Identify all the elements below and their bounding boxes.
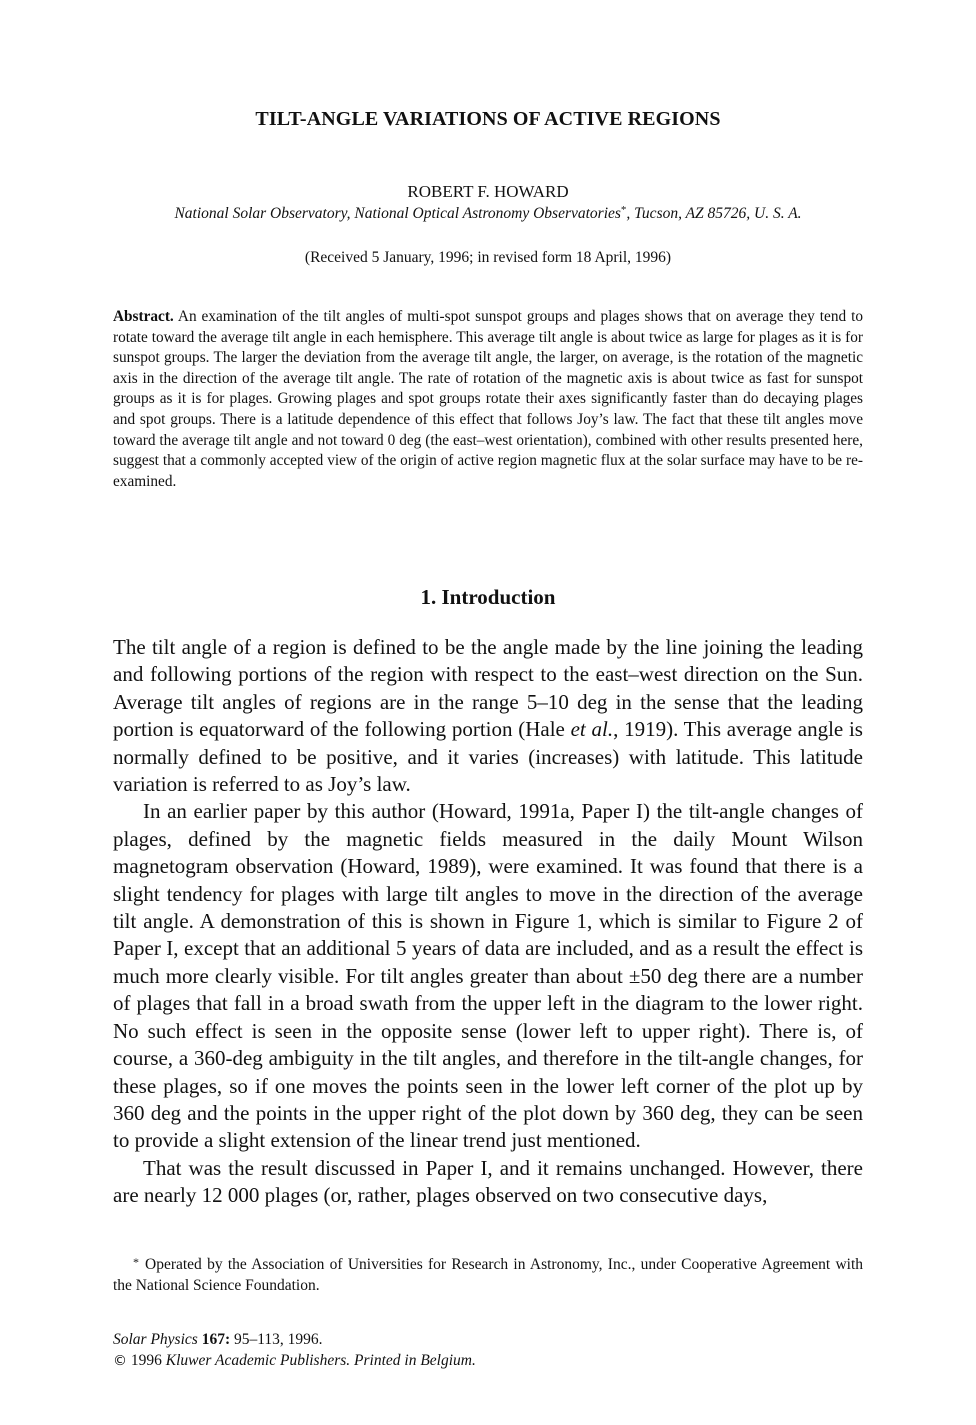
- abstract-text: An examination of the tilt angles of multi-spot sunspot groups and plages shows that on average they tend to rotate toward the average tilt angle in each hemisphere. This average tilt angle is about twice as large for plages as it is for sunspot groups. The larger the deviation from the average tilt angle, the larger, on average, is the rotation of the magnetic axis in the direction of the average tilt angle. The rate of rotation of the magnetic axis is about twice as fast for sunspot groups as it is for plages. Growing plages and spot groups rotate their axes significantly faster than do decaying plages and spot groups. There is a latitude dependence of this effect that follows Joy’s law. The fact that these tilt angles move toward the average tilt angle and not toward 0 deg (the east–west orientation), combined with other results presented here, suggest that a commonly accepted view of the origin of active region magnetic flux at the solar surface may have to be re-examined.: [113, 308, 863, 490]
- introduction-body: [113, 634, 863, 1210]
- abstract: [113, 307, 863, 492]
- affiliation-location: , Tucson, AZ 85726, U. S. A.: [626, 205, 802, 222]
- copyright-icon: ©: [113, 1352, 127, 1369]
- publisher: Kluwer Academic Publishers. Printed in Belgium.: [165, 1351, 476, 1369]
- author-affiliation: [113, 204, 863, 223]
- author-name: ROBERT F. HOWARD: [407, 182, 569, 201]
- paper-title: TILT-ANGLE VARIATIONS OF ACTIVE REGIONS: [255, 108, 721, 130]
- copyright-line: [113, 1351, 863, 1372]
- received-dates: (Received 5 January, 1996; in revised form 18 April, 1996): [304, 249, 672, 266]
- paragraph-2: In an earlier paper by this author (Howard, 1991a, Paper I) the tilt-angle changes of plages, defined by the magnetic fields measured in the daily Mount Wilson magnetogram observation (Howard, 1989), were examined. It was found that there is a slight tendency for plages with large tilt angles to move in the direction of the average tilt angle. A demonstration of this is shown in Figure 1, which is similar to Figure 2 of Paper I, except that an additional 5 years of data are included, and as a result the effect is much more clearly visible. For tilt angles greater than about ±50 deg there are a number of plages that fall in a broad swath from the upper left in the diagram to the lower right. No such effect is seen in the opposite sense (lower left to upper right). There is, of course, a 360-deg ambiguity in the tilt angles, and therefore in the tilt-angle changes, for these plages, so if one moves the points seen in the lower left corner of the plot up by 360 deg and the points in the upper right of the plot down by 360 deg, they can be seen to provide a slight extension of the linear trend just mentioned.: [113, 799, 863, 1153]
- paragraph-1-text: The tilt angle of a region is defined to be the angle made by the line joining the leading and following portions of the region with respect to the east–west direction on the Sun. Average tilt angles of regions are in the range 5–10 deg in the sense that the leading portion is equatorward of the following portion (Hale: [113, 635, 863, 742]
- affiliation-footnote-marker: *: [620, 204, 627, 216]
- journal-pages: 95–113, 1996.: [230, 1331, 323, 1348]
- journal-name: Solar Physics: [113, 1331, 198, 1348]
- paragraph-1-end: , 1919). This average angle is normally defined to be positive, and it varies (increases) with latitude. This latitude variation is referred to as Joy’s law.: [113, 717, 863, 797]
- paragraph-1-italic: et al.: [570, 717, 614, 742]
- copyright-year: 1996: [127, 1351, 166, 1369]
- footnote-text: Operated by the Association of Universities for Research in Astronomy, Inc., under Cooperative Agreement with the National Science Foundation.: [113, 1256, 863, 1294]
- paper-page: [113, 0, 863, 1425]
- affiliation-text: National Solar Observatory, National Optical Astronomy Observatories: [174, 205, 621, 222]
- journal-volume: 167:: [201, 1331, 231, 1348]
- paragraph-1: [113, 634, 863, 798]
- section-heading-introduction: 1. Introduction: [420, 585, 556, 609]
- journal-citation: [113, 1330, 863, 1351]
- footnote-marker: *: [133, 1255, 139, 1269]
- paragraph-3: That was the result discussed in Paper I, and it remains unchanged. However, there are nearly 12 000 plages (or, rather, plages observed on two consecutive days,: [113, 1155, 863, 1208]
- journal-info: [113, 1330, 863, 1371]
- abstract-label: Abstract.: [113, 308, 174, 325]
- footnote: [113, 1252, 863, 1296]
